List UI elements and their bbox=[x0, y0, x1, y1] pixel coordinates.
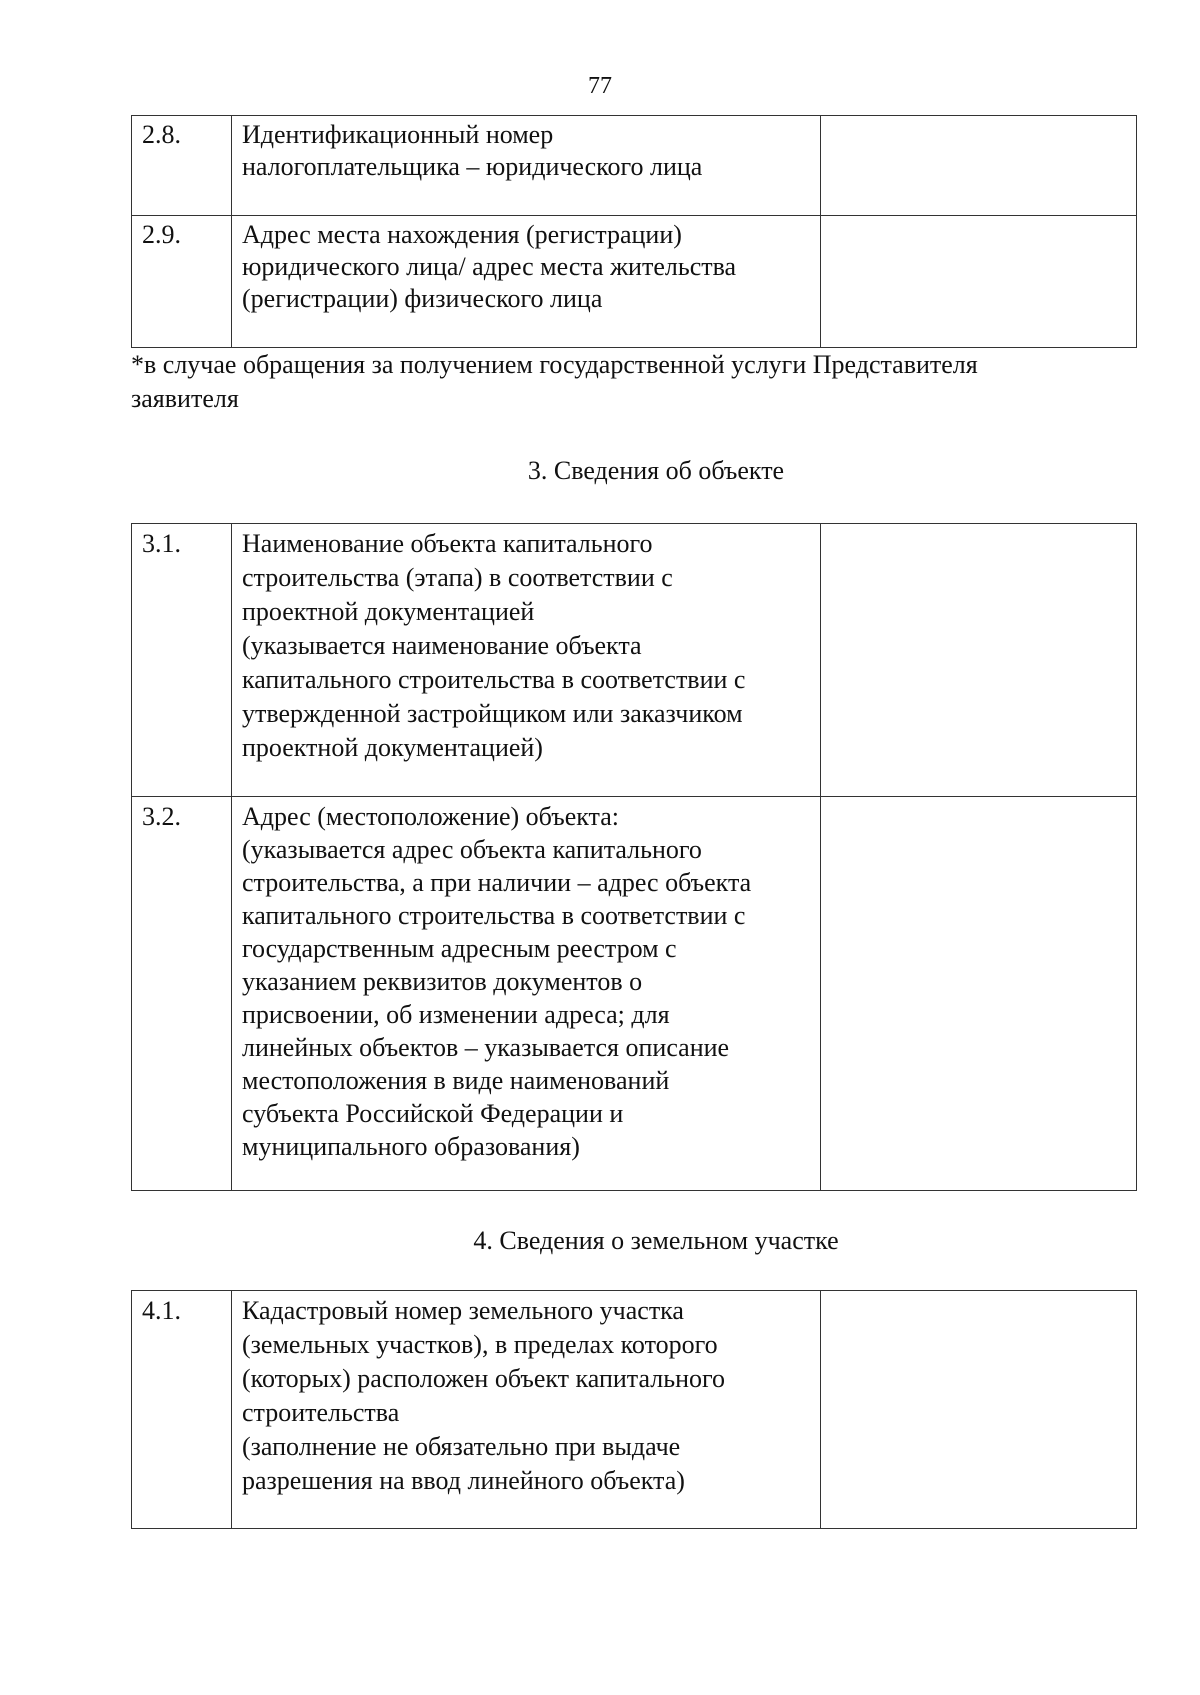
description-line: Наименование объекта капитального bbox=[242, 529, 653, 558]
description-line: линейных объектов – указывается описание bbox=[242, 1033, 730, 1062]
description-line: юридического лица/ адрес места жительства bbox=[242, 252, 737, 281]
description-line: муниципального образования) bbox=[242, 1132, 580, 1161]
row-number: 4.1. bbox=[132, 1291, 232, 1529]
description-line: строительства (этапа) в соответствии с bbox=[242, 563, 673, 592]
description-line: Идентификационный номер bbox=[242, 120, 554, 149]
row-number: 3.1. bbox=[132, 524, 232, 797]
description-line: утвержденной застройщиком или заказчиком bbox=[242, 699, 743, 728]
description-line: капитального строительства в соответствии с bbox=[242, 901, 746, 930]
description-line: (которых) расположен объект капитального bbox=[242, 1364, 726, 1393]
description-line: (регистрации) физического лица bbox=[242, 284, 603, 313]
description-line: строительства, а при наличии – адрес объекта bbox=[242, 868, 752, 897]
description-line: строительства bbox=[242, 1398, 400, 1427]
table-row-4-1 bbox=[132, 1291, 1137, 1529]
description-line: местоположения в виде наименований bbox=[242, 1066, 670, 1095]
applicant-details-table bbox=[131, 115, 1137, 348]
page-number: 77 bbox=[588, 73, 612, 99]
description-line: налогоплательщика – юридического лица bbox=[242, 152, 703, 181]
value-cell-object-address[interactable] bbox=[821, 797, 1137, 1191]
description-line: проектной документацией) bbox=[242, 733, 543, 762]
description-line: Адрес места нахождения (регистрации) bbox=[242, 220, 682, 249]
value-cell-object-name[interactable] bbox=[821, 524, 1137, 797]
row-description bbox=[232, 797, 821, 1191]
table-row-2-9 bbox=[132, 216, 1137, 348]
value-cell-cadastral-number[interactable] bbox=[821, 1291, 1137, 1529]
description-line: указанием реквизитов документов о bbox=[242, 967, 643, 996]
description-line: Кадастровый номер земельного участка bbox=[242, 1296, 684, 1325]
section-heading: 4. Сведения о земельном участке bbox=[473, 1226, 839, 1255]
footnote-line: заявителя bbox=[131, 384, 239, 413]
description-line: проектной документацией bbox=[242, 597, 535, 626]
description-line: субъекта Российской Федерации и bbox=[242, 1099, 624, 1128]
description-line: присвоении, об изменении адреса; для bbox=[242, 1000, 670, 1029]
description-line: (указывается адрес объекта капитального bbox=[242, 835, 702, 864]
description-line: разрешения на ввод линейного объекта) bbox=[242, 1466, 685, 1495]
footnote bbox=[131, 348, 1131, 416]
row-number: 2.9. bbox=[132, 216, 232, 348]
row-number: 3.2. bbox=[132, 797, 232, 1191]
object-details-table bbox=[131, 523, 1137, 1191]
table-row-3-1 bbox=[132, 524, 1137, 797]
table-row-3-2 bbox=[132, 797, 1137, 1191]
value-cell-address[interactable] bbox=[821, 216, 1137, 348]
description-line: (заполнение не обязательно при выдаче bbox=[242, 1432, 681, 1461]
description-line: капитального строительства в соответствии с bbox=[242, 665, 746, 694]
land-plot-table bbox=[131, 1290, 1137, 1529]
row-number: 2.8. bbox=[132, 116, 232, 216]
description-line: Адрес (местоположение) объекта: bbox=[242, 802, 619, 831]
row-description bbox=[232, 1291, 821, 1529]
table-row-2-8 bbox=[132, 116, 1137, 216]
value-cell-taxpayer-id[interactable] bbox=[821, 116, 1137, 216]
description-line: (указывается наименование объекта bbox=[242, 631, 642, 660]
footnote-line: *в случае обращения за получением государственной услуги Представителя bbox=[131, 350, 978, 379]
row-description bbox=[232, 524, 821, 797]
description-line: (земельных участков), в пределах которого bbox=[242, 1330, 718, 1359]
row-description bbox=[232, 216, 821, 348]
row-description bbox=[232, 116, 821, 216]
section-heading: 3. Сведения об объекте bbox=[527, 456, 785, 485]
description-line: государственным адресным реестром с bbox=[242, 934, 677, 963]
